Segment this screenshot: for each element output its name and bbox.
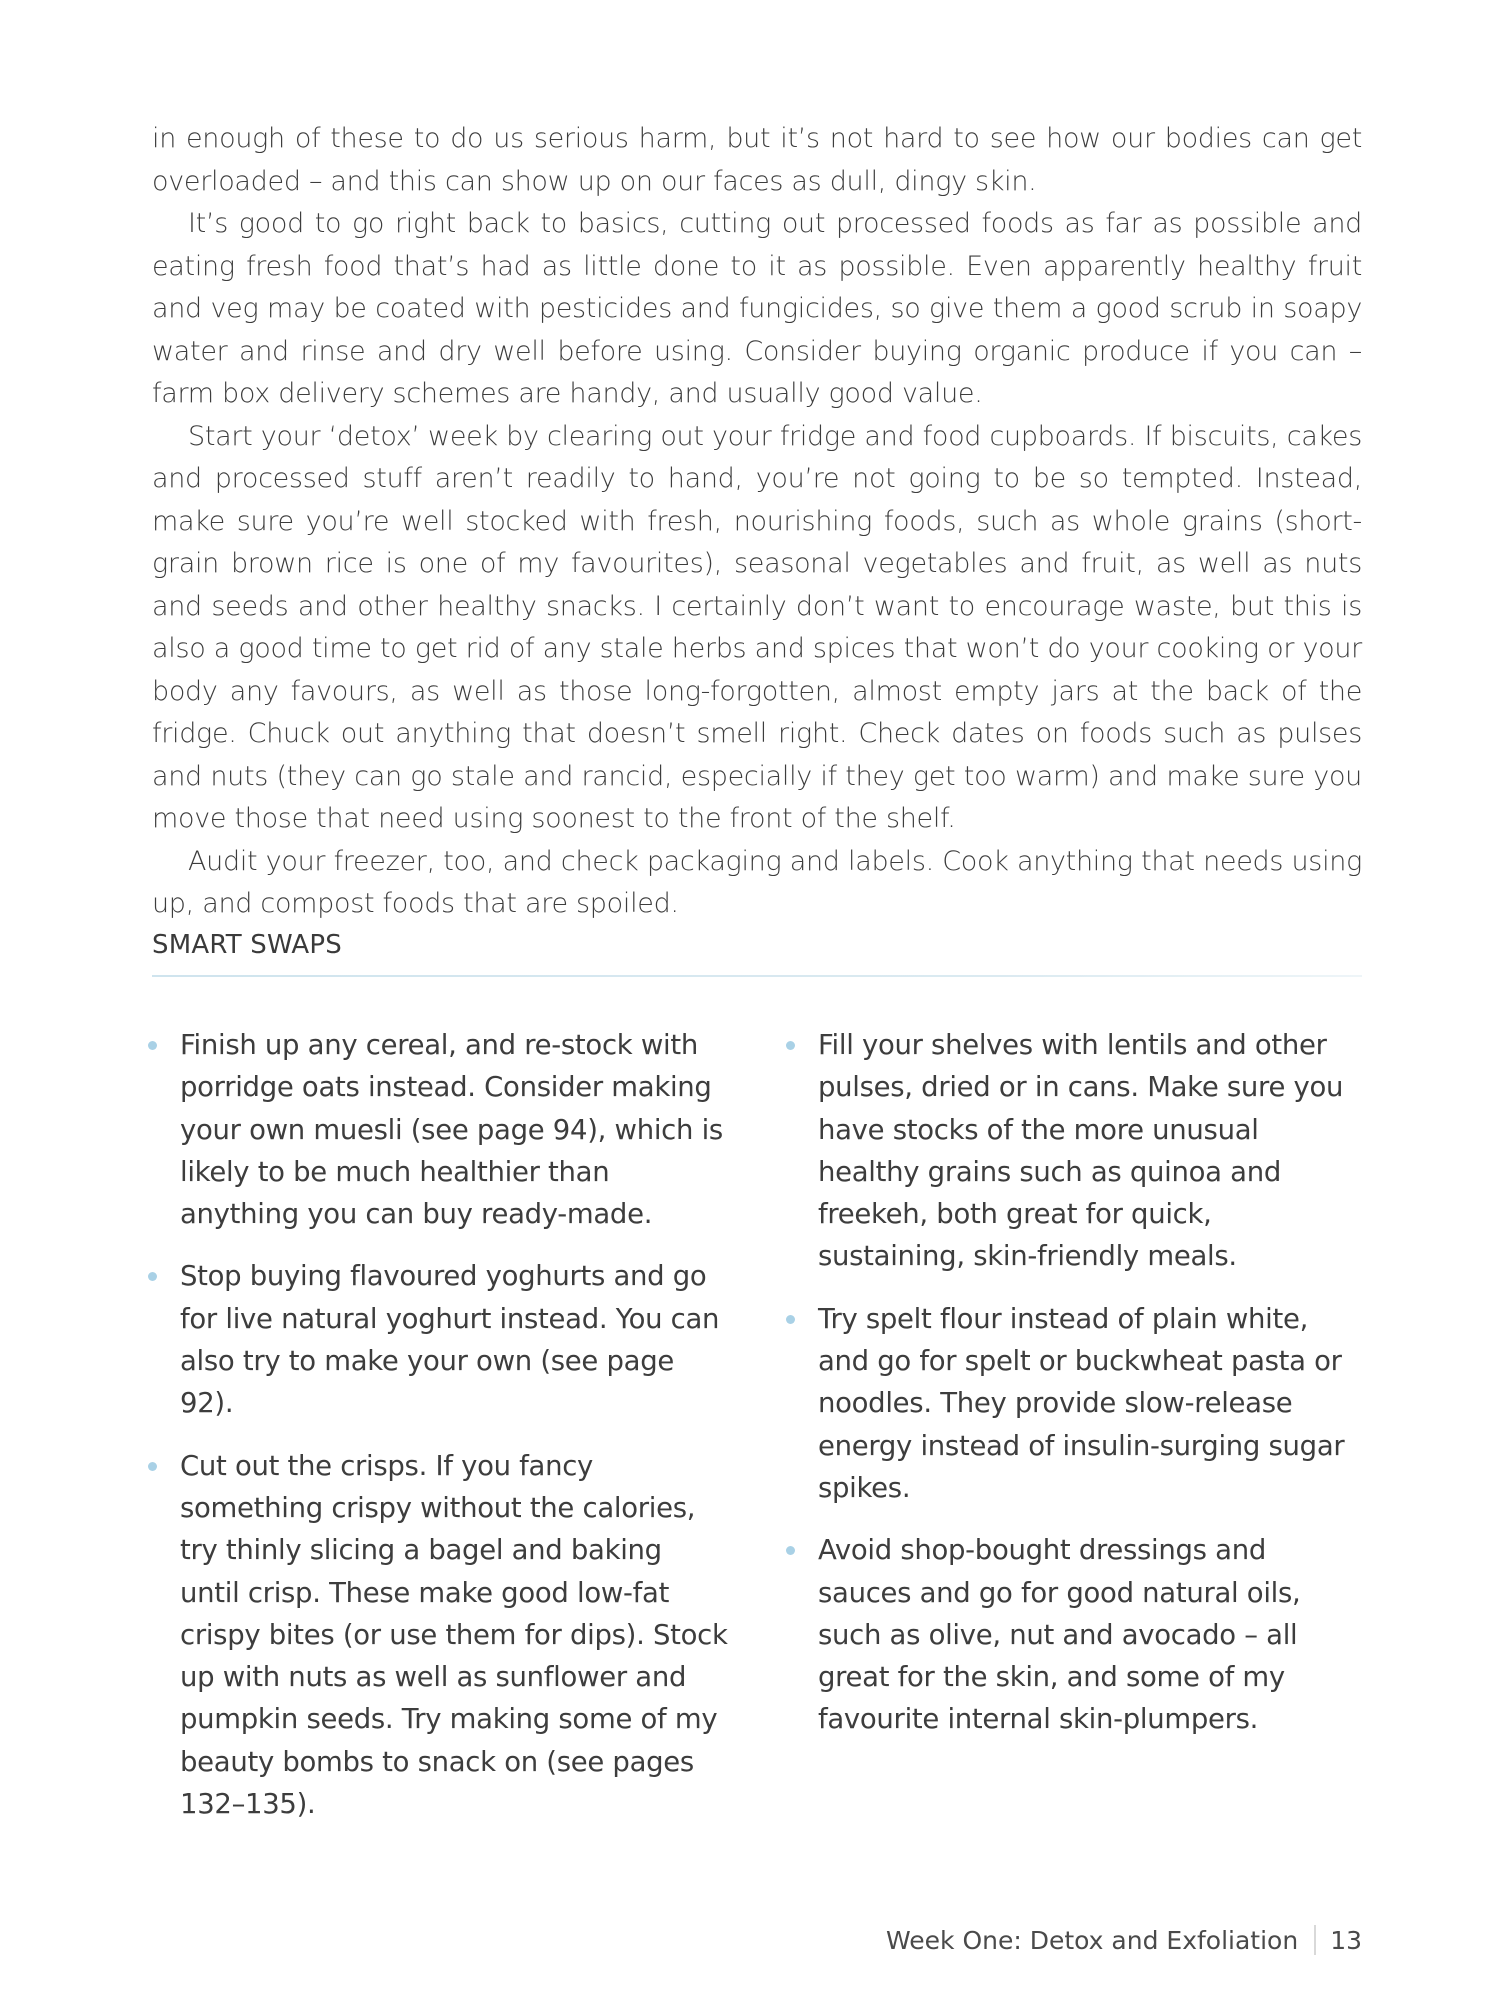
body-paragraph-3: Start your ‘detox’ week by clearing out your fridge and food cupboards. If biscuits, cakes and processed stuff aren’t readily to hand, you’re not going to be so tempted. Instead, make sure you’re well stocked with fresh, nourishing foods, such as whole grains (short-grain brown rice is one of my favourites), seasonal vegetables and fruit, as well as nuts and seeds and other healthy snacks. I certainly don’t want to encourage waste, but this is also a good time to get rid of any stale herbs and spices that won’t do your cooking or your body any favours, as well as those long-forgotten, almost empty jars at the back of the fridge. Chuck out anything that doesn’t smell right. Check dates on foods such as pulses and nuts (they can go stale and rancid, especially if they get too warm) and make sure you move those that need using soonest to the front of the shelf. [152, 420, 1362, 834]
body-text [152, 118, 1362, 926]
bullet-dot-icon [148, 1041, 157, 1050]
body-paragraph-2: It’s good to go right back to basics, cutting out processed foods as far as possible and eating fresh food that’s had as little done to it as possible. Even apparently healthy fruit and veg may be coated with pesticides and fungicides, so give them a good scrub in soapy water and rinse and dry well before using. Consider buying organic produce if you can – farm box delivery schemes are handy, and usually good value. [152, 208, 1362, 409]
smart-swaps-right-column [786, 1024, 1366, 1761]
list-item-text: Fill your shelves with lentils and other pulses, dried or in cans. Make sure you have stocks of the more unusual healthy grains such as quinoa and freekeh, both great for quick, sustaining, skin-friendly meals. [818, 1029, 1344, 1273]
list-item-text: Cut out the crisps. If you fancy something crispy without the calories, try thinly slicing a bagel and baking until crisp. These make good low-fat crispy bites (or use them for dips). Stock up with nuts as well as sunflower and pumpkin seeds. Try making some of my beauty bombs to snack on (see pages 132–135). [180, 1449, 728, 1821]
smart-swaps-left-column [148, 1024, 728, 1845]
body-paragraph-1: in enough of these to do us serious harm, but it’s not hard to see how our bodies can get overloaded – and this can show up on our faces as dull, dingy skin. [152, 123, 1362, 197]
running-footer-section: Week One: Detox and Exfoliation [886, 1925, 1299, 1955]
list-item [148, 1024, 728, 1235]
footer-divider [1314, 1925, 1316, 1955]
list-item [786, 1298, 1366, 1509]
list-item [786, 1024, 1366, 1278]
bullet-dot-icon [786, 1546, 795, 1555]
list-item [148, 1255, 728, 1424]
bullet-dot-icon [786, 1315, 795, 1324]
bullet-dot-icon [148, 1272, 157, 1281]
heading-divider [152, 975, 1362, 977]
body-paragraph-4: Audit your freezer, too, and check packaging and labels. Cook anything that needs using up, and compost foods that are spoiled. [152, 845, 1362, 919]
bullet-dot-icon [148, 1462, 157, 1471]
list-item [786, 1529, 1366, 1740]
section-heading-smart-swaps: SMART SWAPS [152, 930, 343, 960]
list-item-text: Stop buying flavoured yoghurts and go for live natural yoghurt instead. You can also try to make your own (see page 92). [180, 1260, 720, 1420]
list-item-text: Finish up any cereal, and re-stock with porridge oats instead. Consider making your own muesli (see page 94), which is likely to be much healthier than anything you can buy ready-made. [180, 1029, 723, 1231]
list-item-text: Avoid shop-bought dressings and sauces and go for good natural oils, such as olive, nut and avocado – all great for the skin, and some of my favourite internal skin-plumpers. [818, 1534, 1301, 1736]
page-number: 13 [1330, 1925, 1362, 1955]
list-item-text: Try spelt flour instead of plain white, and go for spelt or buckwheat pasta or noodles. They provide slow-release energy instead of insulin-surging sugar spikes. [818, 1302, 1345, 1504]
bullet-dot-icon [786, 1041, 795, 1050]
page-footer [886, 1925, 1362, 1955]
list-item [148, 1445, 728, 1826]
